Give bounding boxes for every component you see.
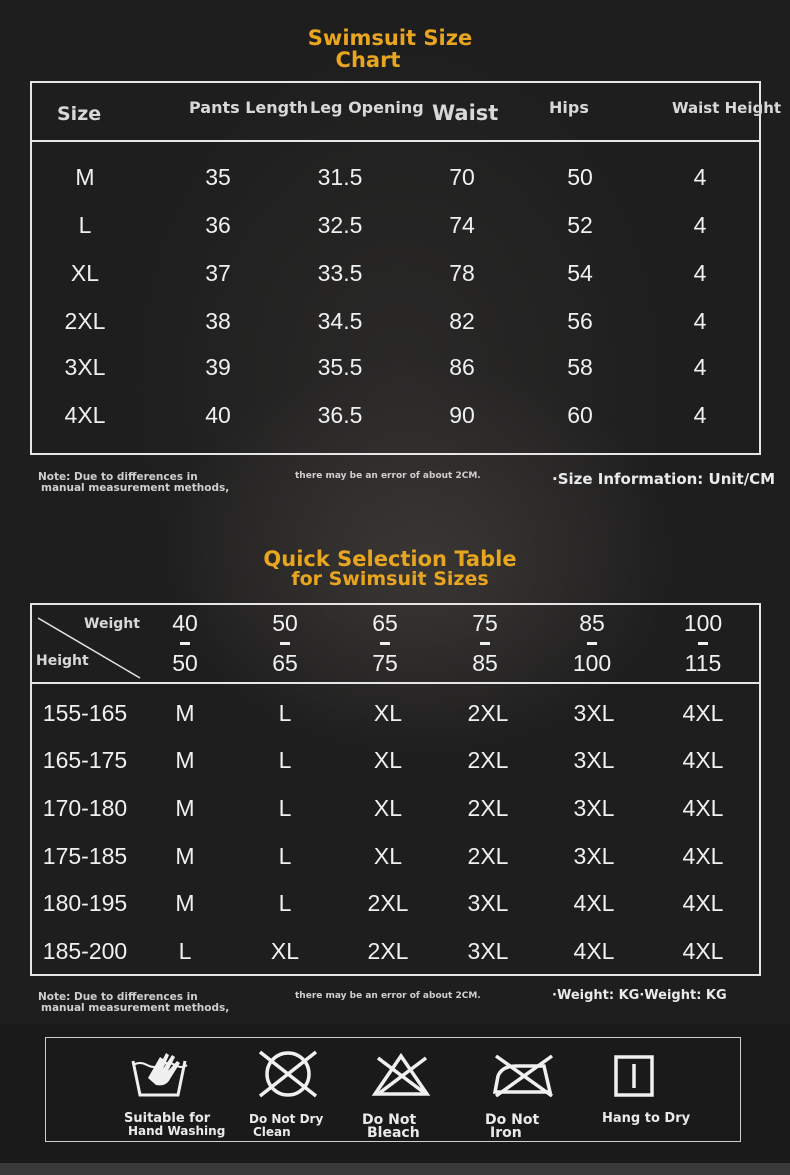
weight-range-from: 65 [372,610,398,636]
care-label-hand-wash-line1: Suitable for [124,1111,211,1126]
recommended-size-cell: 3XL [573,700,615,726]
recommended-size-cell: 3XL [573,795,615,821]
weight-range-from: 75 [472,610,498,636]
size-chart-size-cell: XL [70,260,100,286]
recommended-size-cell: 2XL [467,747,509,773]
weight-range-to: 50 [172,650,198,676]
hang-to-dry-icon [614,1055,656,1099]
size-chart-value-cell: 58 [567,354,593,380]
quick-table-title-line2: for Swimsuit Sizes [291,568,489,590]
recommended-size-cell: XL [373,747,403,773]
recommended-size-cell: 3XL [573,843,615,869]
weight-range-to: 65 [272,650,298,676]
recommended-size-cell: 4XL [682,747,724,773]
header-waist-height: Waist Height [672,99,782,117]
size-chart-value-cell: 82 [449,308,475,334]
weight-axis-label: Weight [84,616,140,632]
header-hips: Hips [549,98,589,117]
size-chart-value-cell: 78 [449,260,475,286]
recommended-size-cell: XL [373,795,403,821]
do-not-bleach-icon [370,1052,432,1098]
recommended-size-cell: 3XL [467,938,509,964]
recommended-size-cell: 2XL [467,795,509,821]
recommended-size-cell: L [178,938,192,964]
care-label-hand-wash-line2: Hand Washing [128,1124,226,1138]
size-chart-size-cell: M [75,164,95,190]
weight-range-dash [280,642,290,645]
size-chart-value-cell: 4 [693,354,707,380]
size-chart-value-cell: 31.5 [317,164,363,190]
recommended-size-cell: M [175,843,195,869]
care-label-dry-clean [249,1113,323,1139]
quick-table-note [38,992,229,1014]
recommended-size-cell: M [175,747,195,773]
weight-range-to: 85 [472,650,498,676]
size-chart-title-line1: Swimsuit Size [307,26,473,50]
size-chart-value-cell: 4 [693,402,707,428]
recommended-size-cell: M [175,700,195,726]
recommended-size-cell: 4XL [573,890,615,916]
recommended-size-cell: XL [373,843,403,869]
size-chart-value-cell: 36 [205,212,231,238]
size-chart-size-cell: L [78,212,92,238]
height-range-cell: 165-175 [42,747,128,773]
recommended-size-cell: M [175,795,195,821]
quick-table-note-right: there may be an error of about 2CM. [295,991,481,1001]
size-chart-value-cell: 4 [693,164,707,190]
recommended-size-cell: 4XL [682,700,724,726]
recommended-size-cell: 4XL [682,795,724,821]
size-chart-size-cell: 2XL [64,308,106,334]
header-size: Size [57,103,102,125]
height-range-cell: 170-180 [42,795,128,821]
care-label-bleach-line1: Do Not [362,1112,417,1128]
size-chart-title-line2: Chart [335,48,401,72]
do-not-iron-icon [490,1052,556,1098]
weight-range-to: 75 [372,650,398,676]
recommended-size-cell: L [278,747,292,773]
size-chart-value-cell: 40 [205,402,231,428]
recommended-size-cell: 4XL [682,890,724,916]
size-chart-size-cell: 3XL [64,354,106,380]
size-chart-size-cell: 4XL [64,402,106,428]
size-chart-value-cell: 54 [567,260,593,286]
quick-table-note-line1: Note: Due to differences in [38,991,198,1003]
recommended-size-cell: L [278,843,292,869]
weight-range-from: 100 [683,610,723,636]
size-chart-value-cell: 35 [205,164,231,190]
weight-range-from: 40 [172,610,198,636]
size-chart-value-cell: 35.5 [317,354,363,380]
size-chart-value-cell: 34.5 [317,308,363,334]
size-chart-value-cell: 38 [205,308,231,334]
care-label-hand-wash [124,1112,225,1138]
header-leg-opening: Leg Opening [310,98,424,117]
quick-table-note-line2: manual measurement methods, [41,1002,230,1014]
size-chart-value-cell: 50 [567,164,593,190]
care-label-dry-clean-line2: Clean [253,1125,291,1139]
weight-range-dash [480,642,490,645]
recommended-size-cell: L [278,890,292,916]
size-chart-value-cell: 74 [449,212,475,238]
recommended-size-cell: L [278,700,292,726]
size-chart-value-cell: 60 [567,402,593,428]
size-chart-note-line2: manual measurement methods, [41,482,230,494]
size-chart-value-cell: 86 [449,354,475,380]
height-range-cell: 185-200 [42,938,128,964]
recommended-size-cell: XL [270,938,300,964]
care-label-iron [485,1114,539,1140]
quick-table-title-line1: Quick Selection Table [263,547,517,571]
quick-table-unit: ·Weight: KG·Weight: KG [552,988,727,1003]
size-chart-note-line1: Note: Due to differences in [38,471,198,483]
height-range-cell: 180-195 [42,890,128,916]
weight-range-dash [180,642,190,645]
recommended-size-cell: 3XL [467,890,509,916]
weight-range-from: 85 [579,610,605,636]
recommended-size-cell: 3XL [573,747,615,773]
care-label-bleach [362,1114,420,1140]
weight-range-to: 100 [572,650,612,676]
height-range-cell: 155-165 [42,700,128,726]
recommended-size-cell: 4XL [682,843,724,869]
height-axis-label: Height [36,653,89,669]
care-label-iron-line1: Do Not [485,1112,540,1128]
recommended-size-cell: 4XL [682,938,724,964]
height-range-cell: 175-185 [42,843,128,869]
weight-range-dash [380,642,390,645]
size-chart-value-cell: 90 [449,402,475,428]
size-chart-value-cell: 32.5 [317,212,363,238]
care-label-hang-dry: Hang to Dry [602,1111,691,1126]
weight-range-from: 50 [272,610,298,636]
recommended-size-cell: 2XL [367,890,409,916]
do-not-dry-clean-icon [256,1050,320,1100]
size-chart-value-cell: 33.5 [317,260,363,286]
size-chart-value-cell: 56 [567,308,593,334]
recommended-size-cell: 2XL [467,700,509,726]
hand-wash-icon [130,1043,190,1098]
recommended-size-cell: 4XL [573,938,615,964]
header-waist: Waist [432,101,499,125]
size-chart-value-cell: 39 [205,354,231,380]
size-chart-value-cell: 4 [693,308,707,334]
bottom-bar [0,1163,790,1175]
size-chart-value-cell: 37 [205,260,231,286]
recommended-size-cell: 2XL [467,843,509,869]
weight-range-to: 115 [684,650,722,676]
size-chart-unit: ·Size Information: Unit/CM [552,470,776,488]
care-label-iron-line2: Iron [490,1125,522,1141]
size-chart-value-cell: 4 [693,212,707,238]
recommended-size-cell: L [278,795,292,821]
size-chart-note-right: there may be an error of about 2CM. [295,471,481,481]
size-chart-value-cell: 4 [693,260,707,286]
size-chart-value-cell: 36.5 [317,402,363,428]
recommended-size-cell: M [175,890,195,916]
recommended-size-cell: 2XL [367,938,409,964]
size-chart-value-cell: 70 [449,164,475,190]
weight-range-dash [698,642,708,645]
header-pants-length: Pants Length [189,98,309,117]
recommended-size-cell: XL [373,700,403,726]
size-chart-value-cell: 52 [567,212,593,238]
care-label-dry-clean-line1: Do Not Dry [249,1112,324,1126]
weight-range-dash [587,642,597,645]
care-label-bleach-line2: Bleach [367,1125,420,1141]
